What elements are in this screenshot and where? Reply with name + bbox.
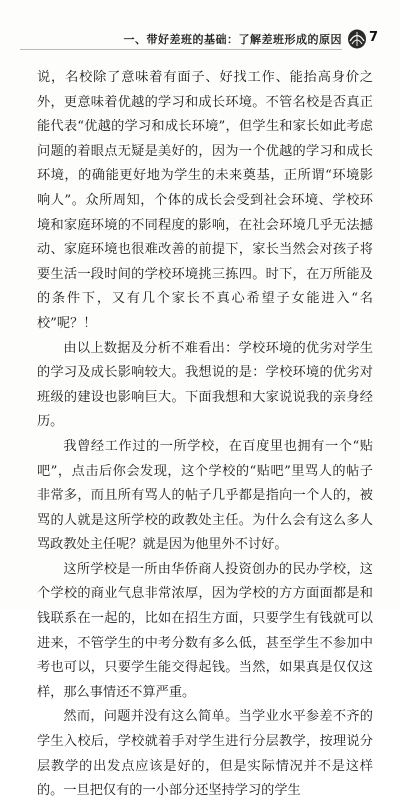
paragraph: 由以上数据及分析不难看出：学校环境的优劣对学生的学习及成长影响较大。我想说的是：学校环境的优劣对班级的建设也影响巨大。下面我想和大家说说我的亲身经历。 xyxy=(37,340,373,430)
page-number: 7 xyxy=(368,30,378,45)
running-header xyxy=(0,28,400,50)
paragraph: 这所学校是一所由华侨商人投资创办的民办学校，这个学校的商业气息非常浓厚，因为学校的方方面面都是和钱联系在一起的，比如在招生方面，只要学生有钱就可以进来，不管学生的中考分数有多么低，甚至学生不参加中考也可以，只要学生能交得起钱。当然，如果真是仅仅这样，那么事情还不算严重。 xyxy=(37,561,373,700)
paragraph: 我曾经工作过的一所学校，在百度里也拥有一个“贴吧”，点击后你会发现，这个学校的“贴吧”里骂人的帖子非常多，而且所有骂人的帖子几乎都是指向一个人的，被骂的人就是这所学校的政教处主任。为什么会有这么多人骂政教处主任呢？就是因为他里外不讨好。 xyxy=(37,438,373,553)
body-text xyxy=(37,66,373,804)
paragraph: 然而，问题并没有这么简单。当学业水平参差不齐的学生入校后，学校就着手对学生进行分层教学，按理说分层教学的出发点应该是好的，但是实际情况并不是这样的。一旦把仅有的一小部分还坚持学习的学生 xyxy=(37,709,373,799)
header-divider xyxy=(20,49,342,50)
chapter-title: 一、带好差班的基础：了解差班形成的原因 xyxy=(123,33,342,46)
decorative-shell-icon xyxy=(346,28,368,50)
paragraph-continuation: 说，名校除了意味着有面子、好找工作、能抬高身价之外，更意味着优越的学习和成长环境。不管名校是否真正能代表“优越的学习和成长环境”，但学生和家长如此考虑问题的着眼点无疑是美好的，因为一个优越的学习和成长环境，的确能更好地为学生的未来奠基，正所谓“环境影响人”。众所周知，个体的成长会受到社会环境、学校环境和家庭环境的不同程度的影响，在社会环境几乎无法撼动、家庭环境也很难改善的前提下，家长当然会对孩子将要生活一段时间的学校环境挑三拣四。时下，在万所能及的条件下，又有几个家长不真心希望子女能进入“名校”呢？！ xyxy=(37,70,373,331)
